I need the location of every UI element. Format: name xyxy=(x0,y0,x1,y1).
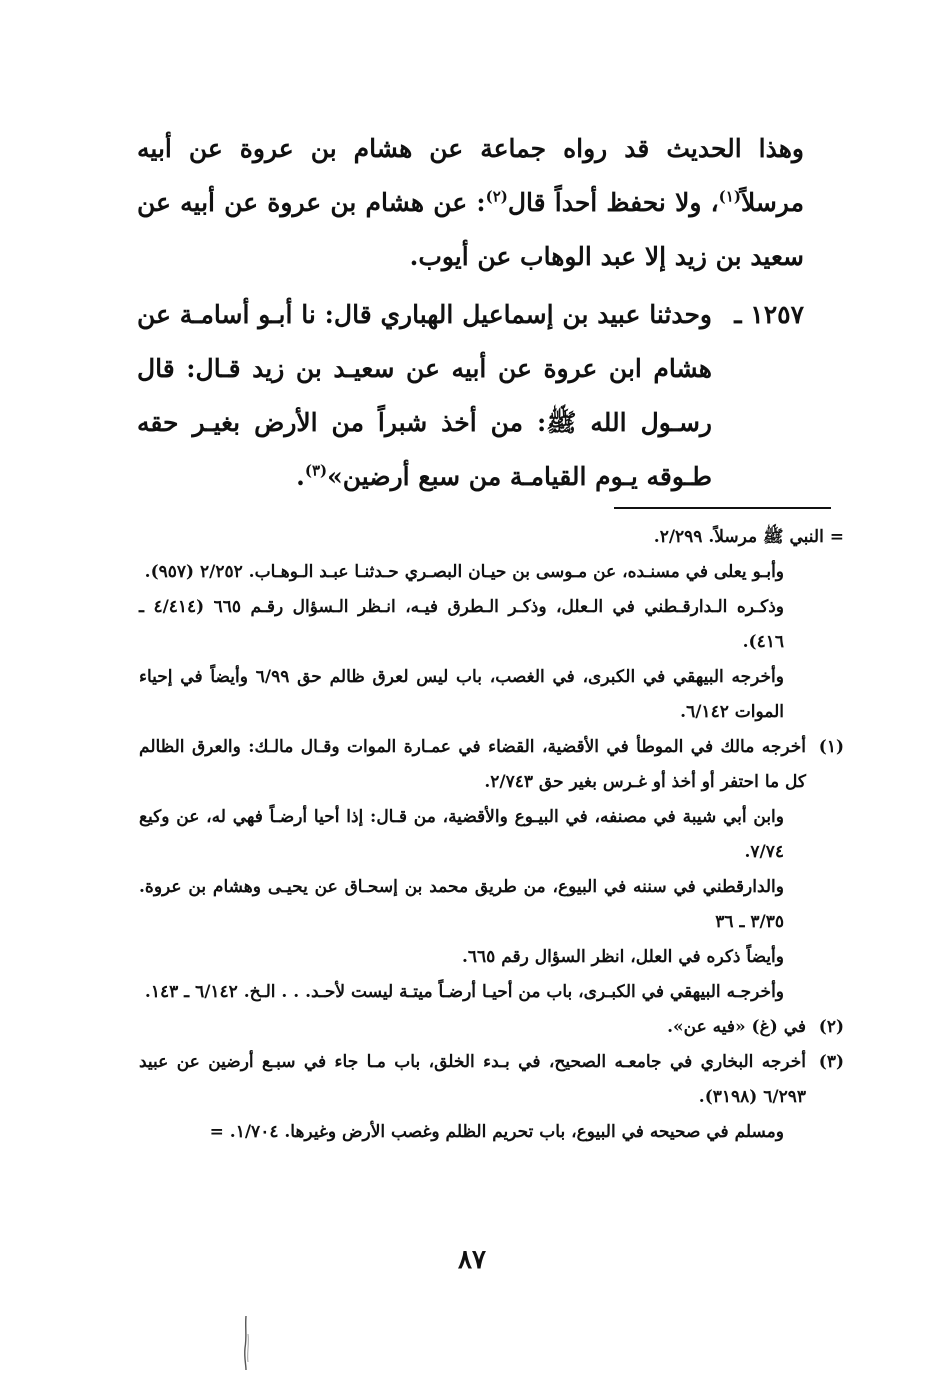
scan-artifact-icon xyxy=(240,1314,252,1372)
commentary-text-a: وهذا الحديث قد رواه جماعة عن هشام بن عروة عن أبيه مرسلاً xyxy=(137,134,804,217)
footnote-line: وابن أبي شيبة في مصنفه، في البيـوع والأقضية، من قـال: إذا أحيا أرضـاً فهي له، عن وكيع ٧/٧٤. xyxy=(139,807,784,862)
footnote-marker: (٢) xyxy=(818,1017,844,1037)
footnotes xyxy=(139,520,844,1150)
footnote-line: وأخرجـه البيهقي في الكبـرى، باب من أحيـا أرضـاً ميتـة ليست لأحـد. . . الـخ. ٦/١٤٢ ـ ١٤٣. xyxy=(144,982,784,1002)
hadith-body xyxy=(137,288,712,504)
footnote-line: ومسلم في صحيحه في البيوع، باب تحريم الظلم وغصب الأرض وغيرها. ١/٧٠٤. = xyxy=(209,1122,784,1142)
footnote-line: أخرجه مالك في الموطأ في الأقضية، القضاء في عمـارة الموات وقـال مالـك: والعرق الظالم كل ما احتفر أو أخذ أو غـرس بغير حق ٢/٧٤٣. xyxy=(139,737,806,792)
footnote-marker: (٣) xyxy=(818,1052,844,1072)
footnote-1 xyxy=(139,730,844,1010)
footnote-2 xyxy=(139,1010,844,1045)
footnote-line: وأيضاً ذكره في العلل، انظر السؤال رقم ٦٦٥. xyxy=(461,947,784,967)
hadith-number: ١٢٥٧ ـ xyxy=(734,300,804,329)
footnote-ref-1[interactable]: (١) xyxy=(718,187,741,206)
continuation-line: = النبي ﷺ مرسلاً. ٢/٢٩٩. xyxy=(653,527,844,547)
continuation-line: وذكـره الـدارقـطني في الـعلل، وذكـر الـطرق فيـه، انـظر الـسؤال رقـم ٦٦٥ (٤/٤١٤ ـ ٤١٦). xyxy=(139,597,784,652)
commentary-text-c: : عن هشام بن عروة عن أبيه عن سعيد بن زيد إلا عبد الوهاب عن أيوب. xyxy=(137,188,804,271)
continuation-line: وأبـو يعلى في مسنـده، عن مـوسى بن حيـان البصـري حـدثنـا عبـد الـوهـاب. ٢/٢٥٢ (٩٥٧). xyxy=(144,562,784,582)
commentary-text-b: ، ولا نحفظ أحداً قال xyxy=(507,188,719,217)
main-text xyxy=(137,122,804,504)
page-number: ٨٧ xyxy=(458,1245,486,1275)
hadith-end: . xyxy=(296,462,305,491)
footnote-marker: (١) xyxy=(818,737,844,757)
footnote-ref-3[interactable]: (٣) xyxy=(304,461,328,480)
footnote-ref-2[interactable]: (٢) xyxy=(485,187,508,206)
footnote-line: أخرجه البخاري في جامعـه الصحيح، في بـدء الخلق، باب مـا جاء في سبـع أرضين عن عبيد ٦/٢٩٣ (٣١٩٨). xyxy=(139,1052,806,1107)
hadith-text: وحدثنا عبيد بن إسماعيل الهباري قال: نا أبـو أسامـة عن هشام ابن عروة عن أبيه عن سعيـد بن زيد قـال: قال رسـول الله ﷺ: من أخذ شبراً من الأرض بغيـر حقه طـوقه يـوم القيامـة من سبع أرضين» xyxy=(137,300,712,491)
footnote-separator xyxy=(614,507,831,509)
paragraph-commentary xyxy=(137,122,804,284)
footnote-line: والدارقطني في سننه في البيوع، من طريق محمد بن إسحـاق عن يحيـى وهشام بن عروة. ٣/٣٥ ـ ٣٦ xyxy=(139,877,784,932)
continuation-line: وأخرجه البيهقي في الكبرى، في الغصب، باب ليس لعرق ظالم حق ٦/٩٩ وأيضاً في إحياء الموات ٦/١٤٢. xyxy=(139,667,784,722)
footnote-line: في (غ) «فيه عن». xyxy=(667,1017,806,1037)
footnote-3 xyxy=(139,1045,844,1150)
paragraph-hadith xyxy=(137,288,804,504)
footnote-continuation xyxy=(139,520,844,730)
